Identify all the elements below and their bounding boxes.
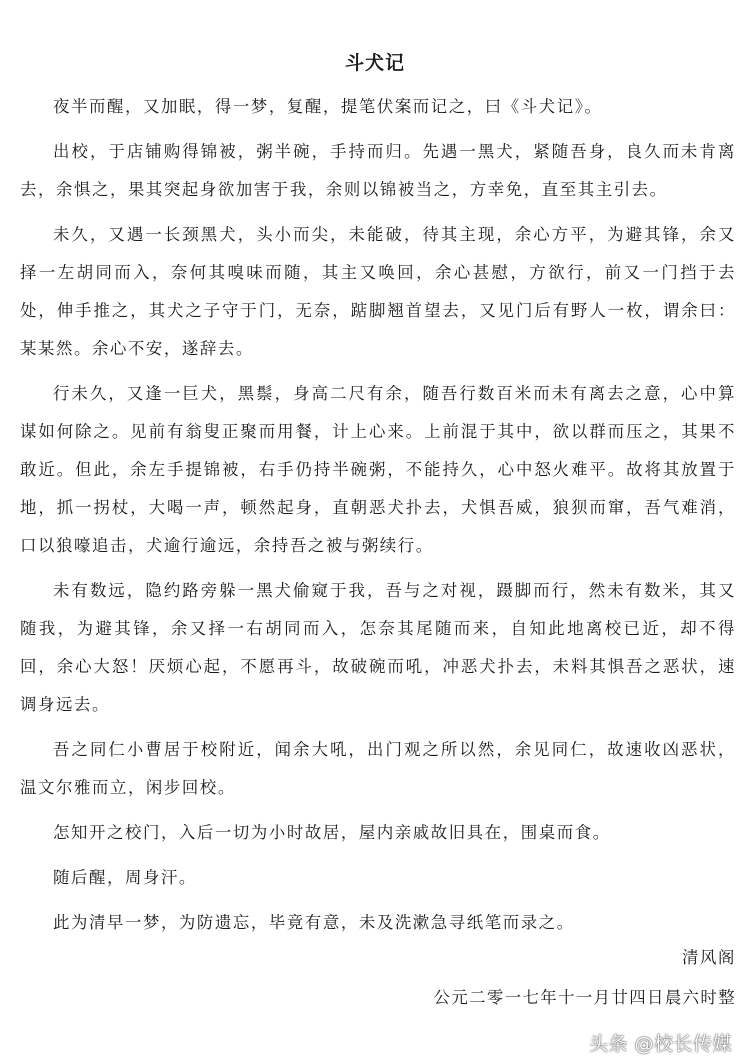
paragraph: 怎知开之校门，入后一切为小时故居，屋内亲戚故旧具在，围桌而食。 xyxy=(53,823,611,842)
paragraph: 行未久，又逢一巨犬，黑鬃，身高二尺有余，随吾行数百米而未有离去之意，心中算谋如何除之。见前有翁叟正聚而用餐，计上心来。上前混于其中，欲以群而压之，其果不敢近。但此，余左手提锦被，右手仍持半碗粥，不能持久，心中怒火难平。故将其放置于地，抓一拐杖，大喝一声，顿然起身，直朝恶犬扑去，犬惧吾威，狼狈而窜，吾气难消，口以狼嚎追击，犬逾行逾远，余持吾之被与粥续行。 xyxy=(20,384,736,555)
paragraph: 未久，又遇一长颈黑犬，头小而尖，未能破，待其主现，余心方平，为避其锋，余又择一左胡同而入，奈何其嗅味而随，其主又唤回，余心甚慰，方欲行，前又一门挡于去处，伸手推之，其犬之子守于门，无奈，踮脚翘首望去，又见门后有野人一枚，谓余曰：某某然。余心不安，遂辞去。 xyxy=(20,225,736,358)
paragraph: 出校，于店铺购得锦被，粥半碗，手持而归。先遇一黑犬，紧随吾身，良久而未肯离去，余惧之，果其突起身欲加害于我，余则以锦被当之，方幸免，直至其主引去。 xyxy=(20,142,736,199)
paragraph: 此为清早一梦，为防遗忘，毕竟有意，未及洗漱急寻纸笔而录之。 xyxy=(53,913,575,932)
paragraph: 吾之同仁小曹居于校附近，闻余大吼，出门观之所以然，余见同仁，故速收凶恶状，温文尔雅而立，闲步回校。 xyxy=(20,740,736,797)
author-signature: 清风阁 xyxy=(682,948,736,967)
paragraph: 随后醒，周身汗。 xyxy=(53,868,197,887)
document-title: 斗犬记 xyxy=(344,52,405,74)
source-watermark: 头条 @校长传媒 xyxy=(588,1033,732,1055)
document-body xyxy=(20,88,736,949)
paragraph: 未有数远，隐约路旁躲一黑犬偷窥于我，吾与之对视，蹑脚而行，然未有数米，其又随我，为避其锋，余又择一右胡同而入，怎奈其尾随而来，自知此地离校已近，却不得回，余心大怒！厌烦心起，不愿再斗，故破碗而吼，冲恶犬扑去，未料其惧吾之恶状，速调身远去。 xyxy=(20,581,736,714)
signature-date: 公元二零一七年十一月廿四日晨六时整 xyxy=(433,988,736,1007)
paragraph: 夜半而醒，又加眠，得一梦，复醒，提笔伏案而记之，曰《斗犬记》。 xyxy=(53,97,603,116)
